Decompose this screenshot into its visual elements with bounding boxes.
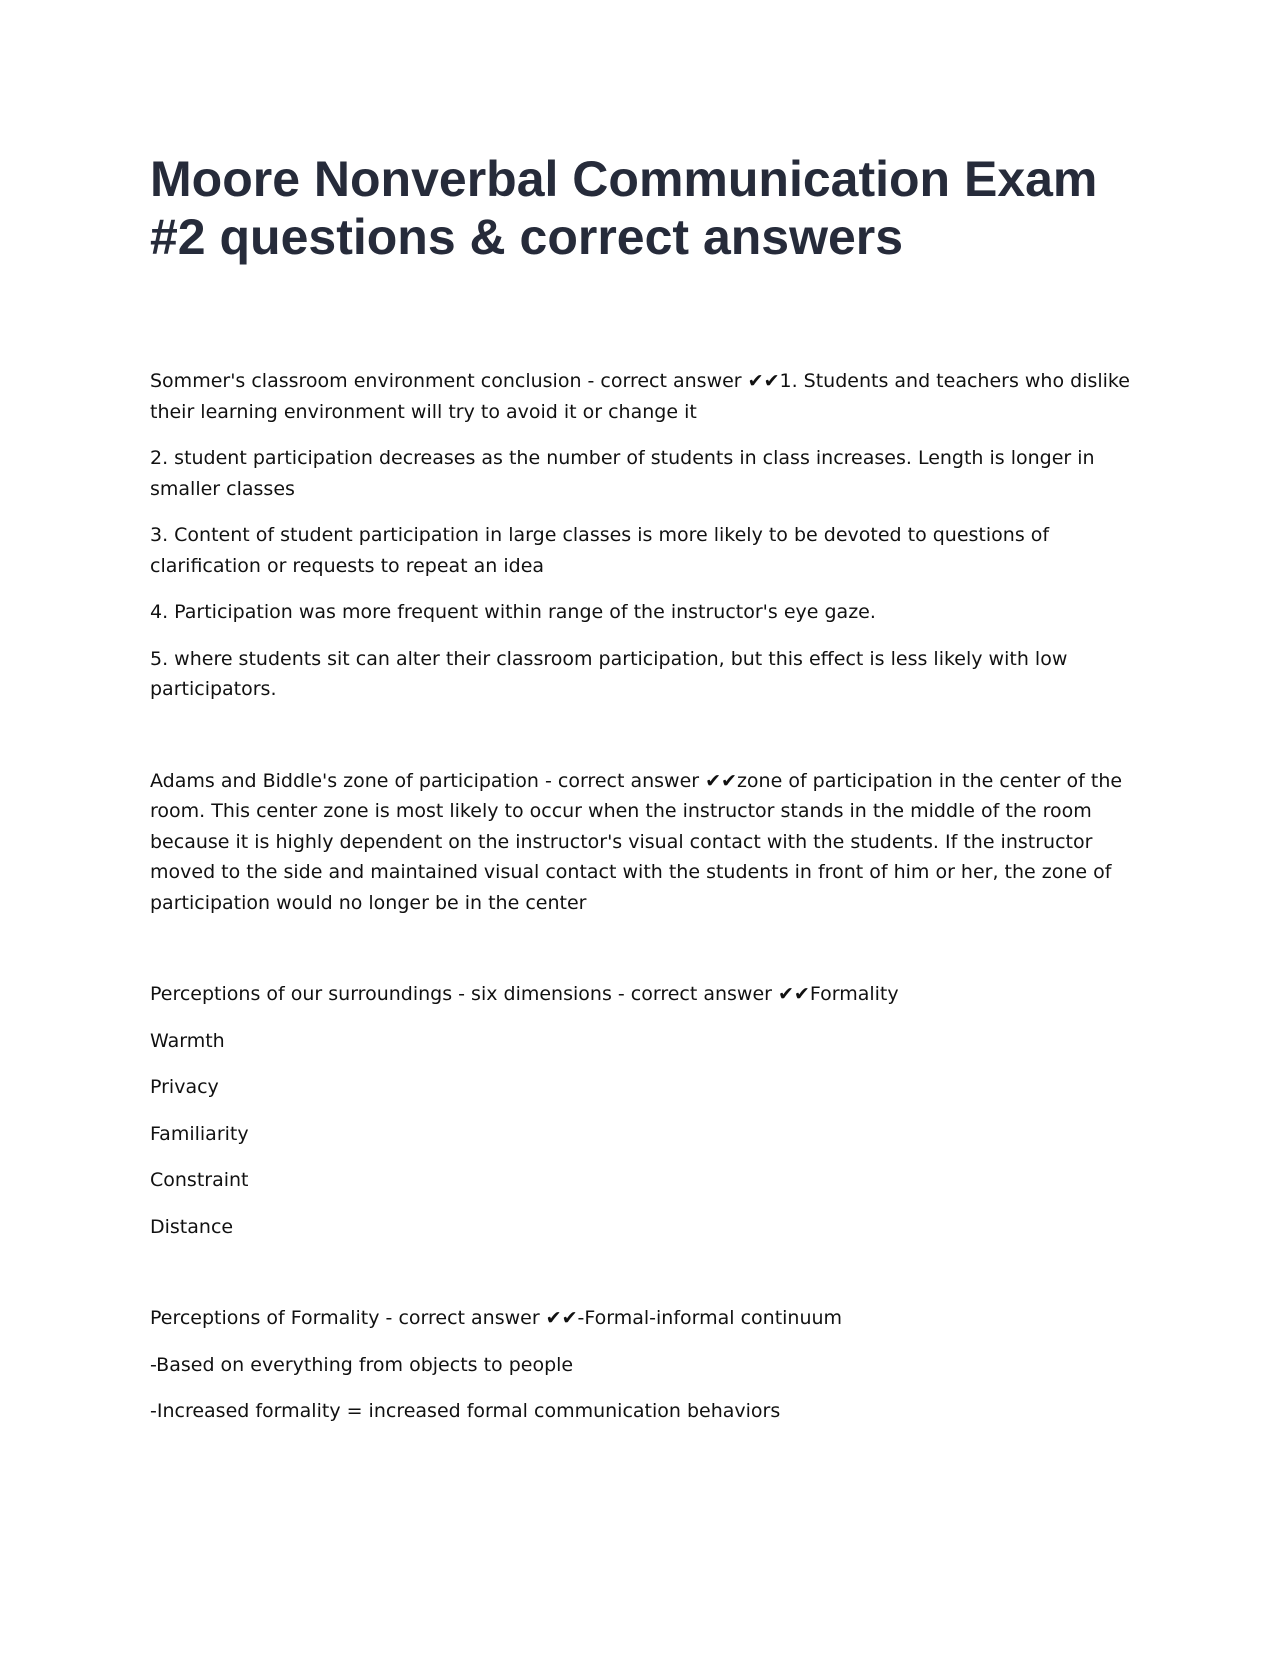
answer-paragraph: Perceptions of our surroundings - six dimensions - correct answer ✔✔Formality	[150, 983, 899, 1005]
answer-paragraph: -Increased formality = increased formal communication behaviors	[150, 1400, 781, 1422]
answer-paragraph: -Based on everything from objects to people	[150, 1353, 574, 1376]
answer-paragraph: 2. student participation decreases as the number of students in class increases. Length is longer in smaller classes	[150, 447, 1095, 500]
answer-paragraph: Constraint	[150, 1169, 249, 1191]
answer-paragraph: 3. Content of student participation in large classes is more likely to be devoted to questions of clarification or requests to repeat an idea	[150, 524, 1050, 577]
answer-paragraph: Warmth	[150, 1029, 225, 1052]
answer-paragraph: Distance	[150, 1215, 234, 1238]
answer-paragraph: 5. where students sit can alter their classroom participation, but this effect is less likely with low participators.	[150, 647, 1068, 700]
qa-block	[150, 979, 1130, 1242]
answer-paragraph: 4. Participation was more frequent within range of the instructor's eye gaze.	[150, 601, 876, 623]
answer-paragraph: Privacy	[150, 1076, 219, 1098]
qa-block	[150, 766, 1130, 919]
answer-paragraph: Adams and Biddle's zone of participation - correct answer ✔✔zone of participation in the center of the room. This center zone is most likely to occur when the instructor stands in the middle of the room because it is highly dependent on the instructor's visual contact with the students. If the instructor moved to the side and maintained visual contact with the students in front of him or her, the zone of participation would no longer be in the center	[150, 769, 1123, 914]
qa-block	[150, 366, 1130, 705]
answer-paragraph: Perceptions of Formality - correct answer ✔✔-Formal-informal continuum	[150, 1307, 843, 1329]
answer-paragraph: Sommer's classroom environment conclusion - correct answer ✔✔1. Students and teachers who dislike their learning environment will try to avoid it or change it	[150, 370, 1130, 423]
qa-block	[150, 1303, 1130, 1427]
answer-paragraph: Familiarity	[150, 1122, 249, 1145]
document-content	[150, 150, 1130, 1488]
page-title: Moore Nonverbal Communication Exam #2 questions & correct answers	[150, 151, 1098, 265]
